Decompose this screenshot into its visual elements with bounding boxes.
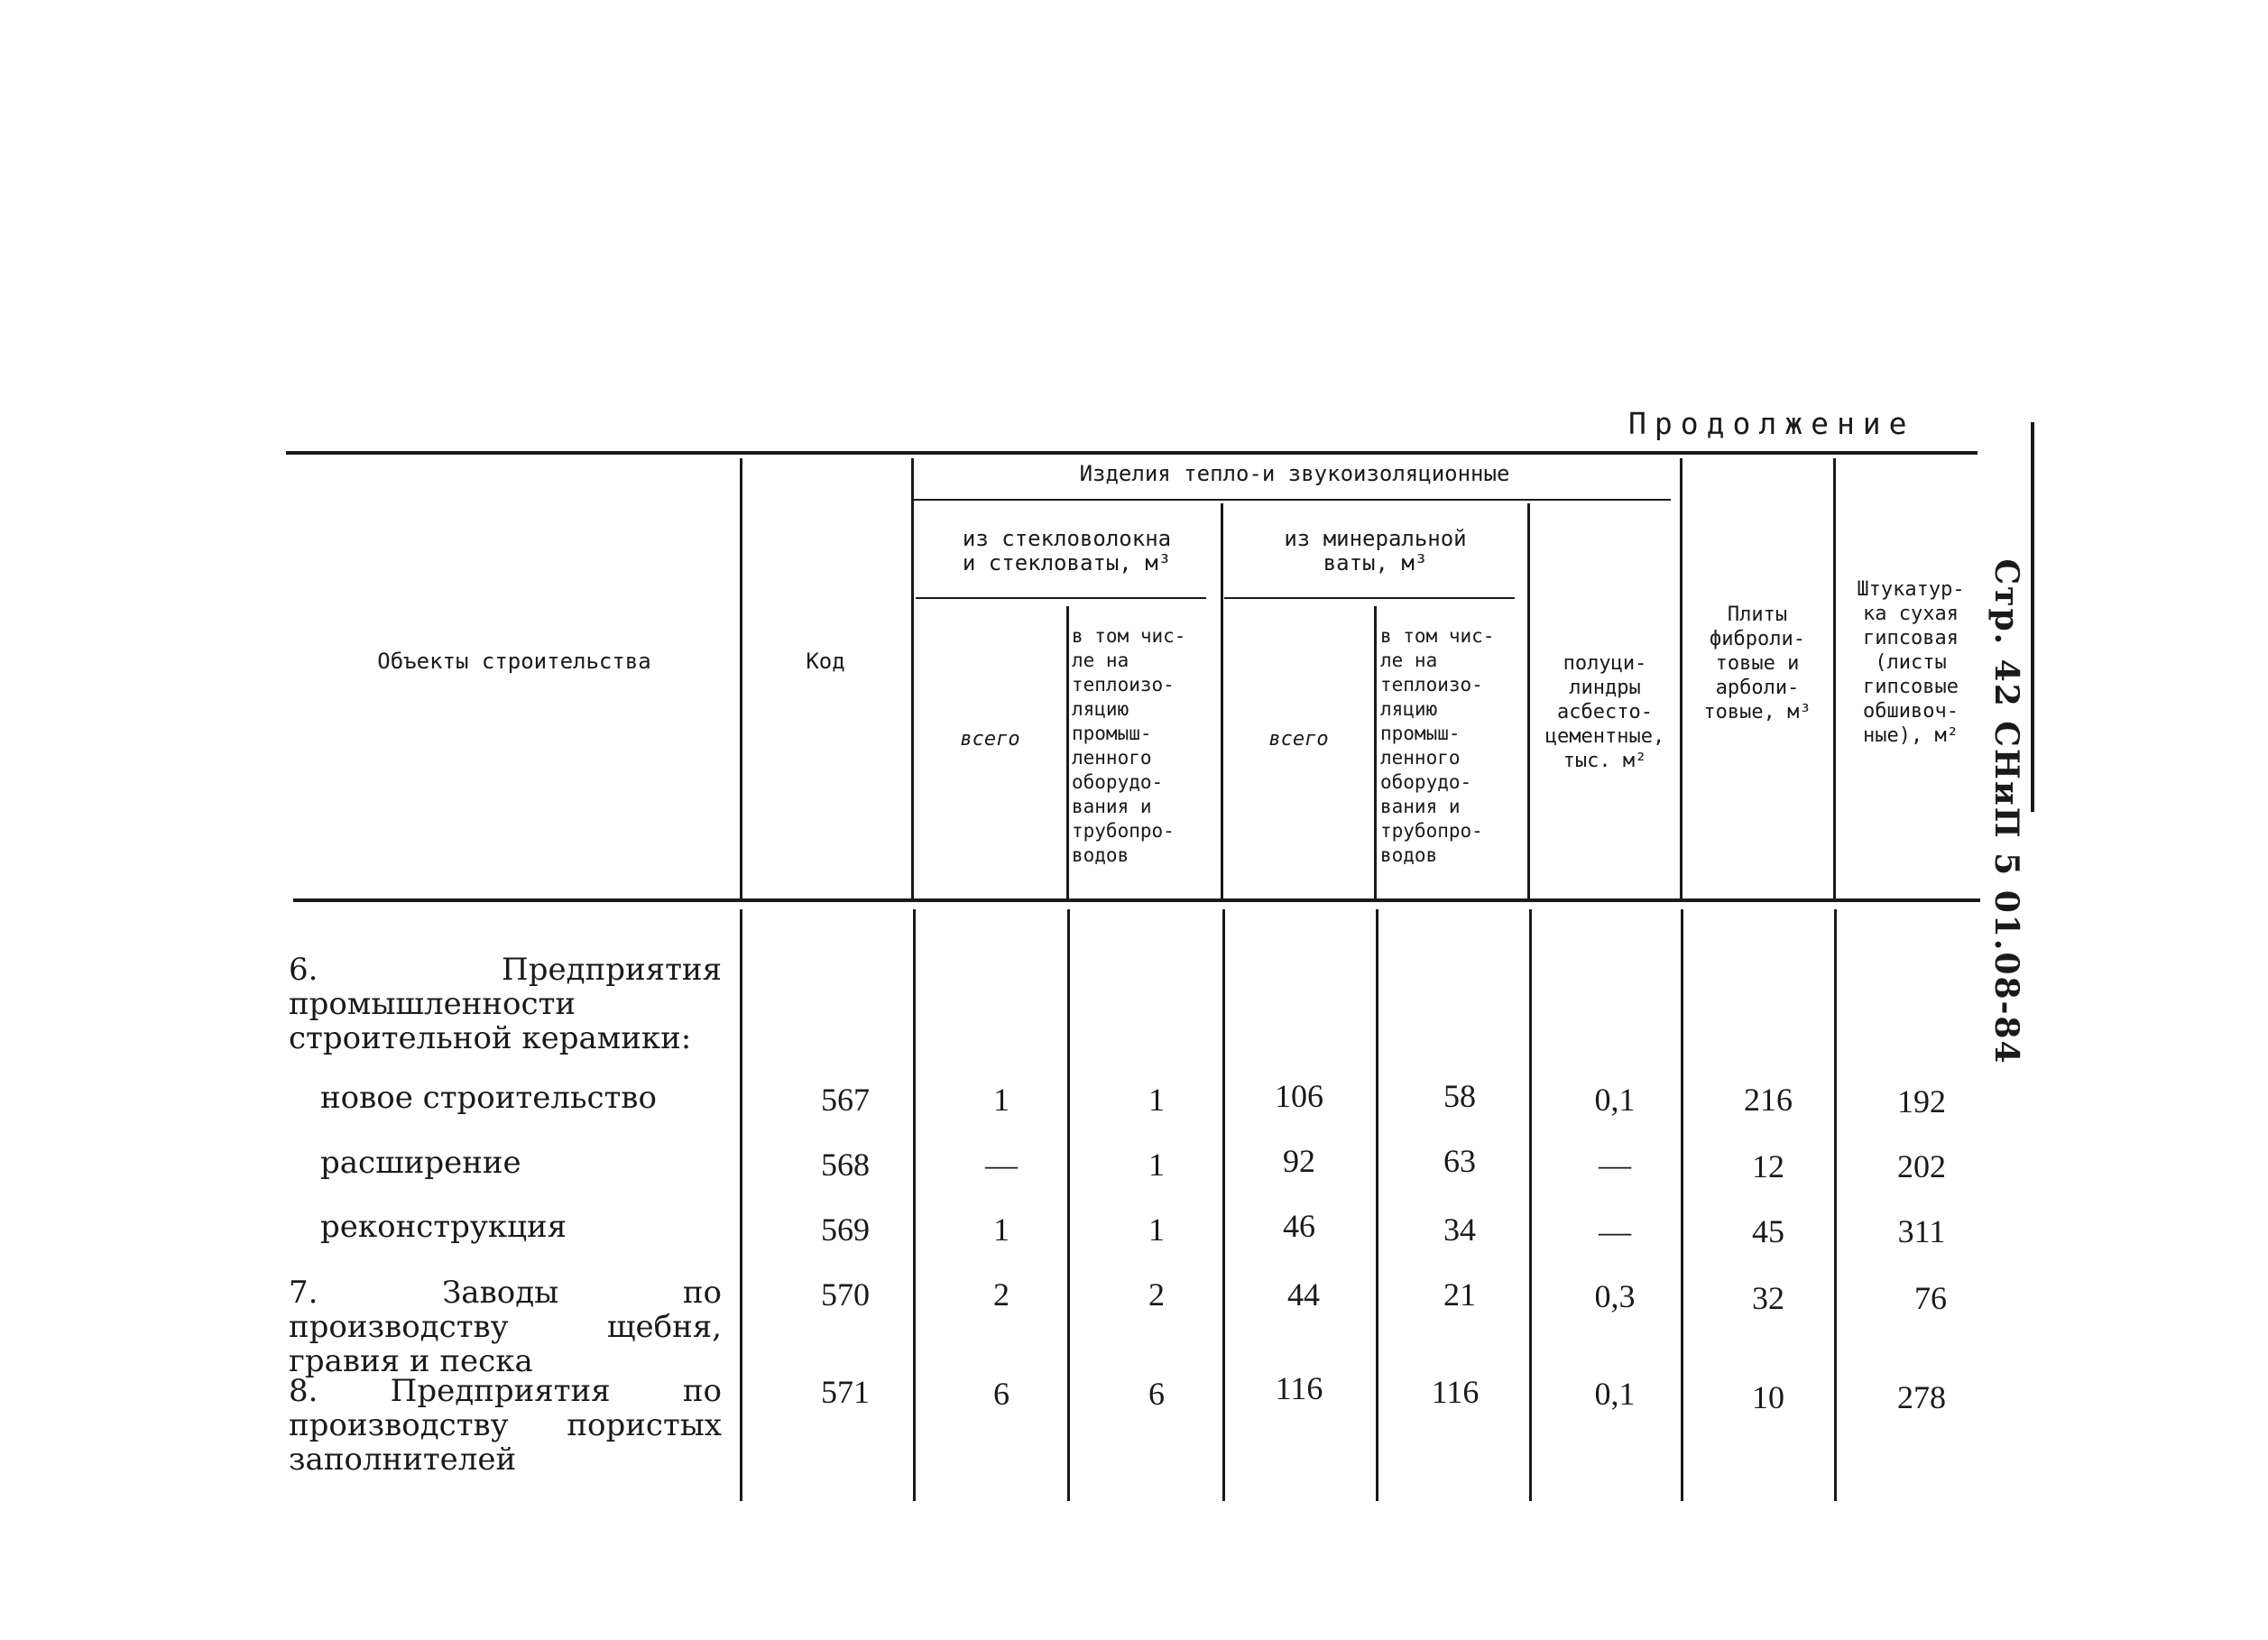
header-glass-total: всего [960, 728, 1020, 751]
side-rule [2031, 422, 2034, 812]
cell-code: 570 [821, 1276, 870, 1313]
header-code: Код [806, 649, 845, 674]
cell-min-incl: 21 [1443, 1276, 1476, 1313]
cell-glass-incl: 1 [1148, 1082, 1165, 1118]
header-glass-incl: в том чис- ле на теплоизо- ляцию промыш- ленного оборудо- вания и трубопро- водов [1072, 625, 1186, 866]
cell-plates: 12 [1752, 1148, 1784, 1184]
cell-plates: 32 [1752, 1280, 1784, 1316]
header-glass: из стекловолокна и стекловаты, м³ [962, 526, 1172, 576]
cell-code: 567 [821, 1082, 870, 1118]
cell-glass-incl: 2 [1148, 1276, 1165, 1313]
row-label-6a: новое строительство [320, 1080, 657, 1116]
header-mineral-incl: в том чис- ле на теплоизо- ляцию промыш- ленного оборудо- вания и трубопро- водов [1380, 625, 1495, 866]
cell-glass-incl: 1 [1148, 1212, 1165, 1248]
cell-glass-total: — [985, 1147, 1018, 1183]
cell-plaster: 76 [1914, 1280, 1947, 1316]
cell-plaster: 311 [1897, 1213, 1946, 1249]
cell-glass-incl: 6 [1148, 1376, 1165, 1412]
cell-code: 568 [821, 1147, 870, 1183]
header-mineral-total: всего [1268, 728, 1329, 751]
cell-glass-total: 1 [993, 1212, 1010, 1248]
cell-min-incl: 34 [1443, 1212, 1476, 1248]
row-label-6b: расширение [320, 1145, 521, 1181]
hdr-vline [1066, 606, 1069, 898]
hdr-vline [1221, 503, 1223, 898]
cell-min-total: 92 [1283, 1143, 1315, 1179]
row-label-6c: реконструкция [320, 1209, 567, 1245]
continuation-title: Продолжение [1628, 406, 1915, 441]
body-vline [1376, 909, 1378, 1501]
cell-min-total: 46 [1283, 1208, 1315, 1244]
cell-plaster: 278 [1897, 1379, 1946, 1415]
header-mineral: из минеральной ваты, м³ [1284, 526, 1467, 576]
header-halfcyl: полуци- линдры асбесто- цементные, тыс. м² [1544, 652, 1665, 772]
cell-halfcyl: 0,3 [1594, 1278, 1636, 1314]
cell-min-incl: 116 [1431, 1374, 1480, 1410]
hdr-vline [1833, 458, 1836, 898]
cell-halfcyl: 0,1 [1594, 1376, 1636, 1412]
header-objects: Объекты строительства [377, 649, 651, 674]
cell-min-total: 44 [1287, 1276, 1320, 1313]
header-plaster: Штукатур- ка сухая гипсовая (листы гипсовые обшивоч- ные), м² [1857, 578, 1965, 747]
hdr-vline [1374, 606, 1377, 898]
body-vline [913, 909, 916, 1501]
glass-underline [916, 597, 1206, 599]
cell-halfcyl: 0,1 [1594, 1082, 1636, 1118]
body-vline [740, 909, 742, 1501]
cell-min-total: 116 [1275, 1370, 1323, 1406]
page-side-label: Стр. 42 СНиП 5 01.08-84 [1987, 558, 2025, 1065]
cell-code: 571 [821, 1374, 870, 1410]
body-vline [1529, 909, 1532, 1501]
cell-glass-total: 1 [993, 1082, 1010, 1118]
cell-plaster: 192 [1897, 1083, 1946, 1119]
cell-plaster: 202 [1897, 1148, 1946, 1184]
row-label-8: 8. Предприятия по производству пористых заполнителей [289, 1373, 722, 1478]
hdr-vline [911, 458, 914, 898]
cell-code: 569 [821, 1212, 870, 1248]
cell-glass-total: 2 [993, 1276, 1010, 1313]
cell-halfcyl: — [1599, 1213, 1631, 1249]
hdr-vline [1680, 458, 1683, 898]
row-label-6: 6. Предприятия промышленности строительной керамики: [289, 952, 722, 1056]
header-plates: Плиты фиброли- товые и арболи- товые, м³ [1703, 603, 1812, 723]
header-bottom-rule [293, 898, 1980, 902]
row-label-7: 7. Заводы по производству щебня, гравия и песка [289, 1275, 722, 1379]
cell-min-incl: 58 [1443, 1078, 1476, 1114]
cell-min-total: 106 [1275, 1078, 1323, 1114]
cell-halfcyl: — [1599, 1147, 1631, 1183]
cell-min-incl: 63 [1443, 1143, 1476, 1179]
header-group: Изделия тепло-и звукоизоляционные [1079, 461, 1510, 486]
cell-glass-total: 6 [993, 1376, 1010, 1412]
group-underline [913, 499, 1671, 501]
table-top-rule [286, 451, 1978, 455]
cell-plates: 10 [1752, 1379, 1784, 1415]
cell-plates: 216 [1744, 1082, 1793, 1118]
hdr-vline [740, 458, 742, 898]
mineral-underline [1224, 597, 1515, 599]
cell-plates: 45 [1752, 1213, 1784, 1249]
cell-glass-incl: 1 [1148, 1147, 1165, 1183]
